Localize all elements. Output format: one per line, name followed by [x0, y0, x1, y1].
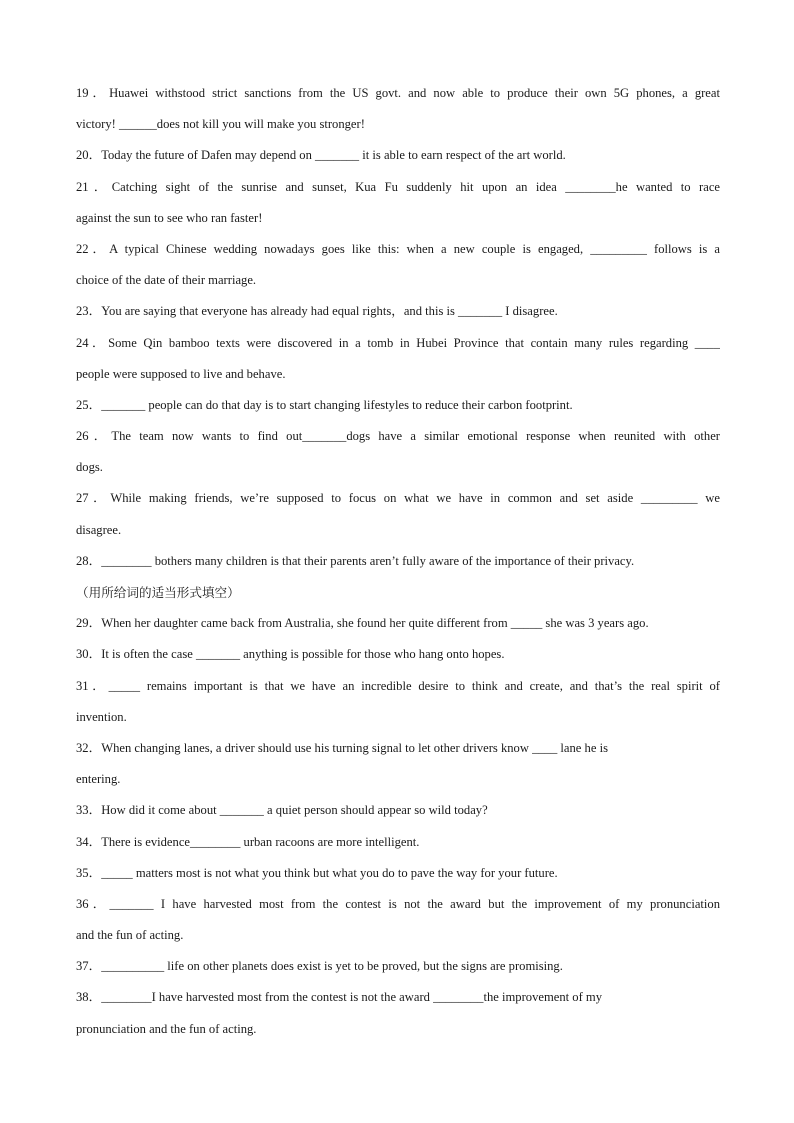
text-line: 19．Huawei withstood strict sanctions from the US govt. and now able to produce their own 5G phones, a great [76, 86, 720, 100]
text-line: 37．__________ life on other planets does exist is yet to be proved, but the signs are promising. [76, 959, 563, 974]
text-line: disagree. [76, 522, 122, 537]
text-line: 26．The team now wants to find out_______dogs have a similar emotional response when reunited with other [76, 429, 720, 444]
text-line: 31．_____ remains important is that we have an incredible desire to think and create, and that’s the real spirit of [76, 678, 720, 693]
text-line: against the sun to see who ran faster! [76, 210, 263, 225]
text-line: choice of the date of their marriage. [76, 273, 257, 288]
text-line: pronunciation and the fun of acting. [76, 1021, 257, 1036]
text-line: and the fun of acting. [76, 928, 184, 943]
text-line: 34．There is evidence________ urban racoons are more intelligent. [76, 834, 420, 849]
text-line: 28．________ bothers many children is that their parents aren’t fully aware of the importance of their privacy. [76, 553, 635, 568]
text-line: 22．A typical Chinese wedding nowadays goes like this: when a new couple is engaged, _________ follows is a [76, 241, 720, 256]
text-line: 20．Today the future of Dafen may depend on _______ it is able to earn respect of the art world. [76, 148, 566, 163]
text-line: dogs. [76, 460, 103, 475]
text-line: 27．While making friends, we’re supposed to focus on what we have in common and set aside _________ we [76, 491, 720, 506]
text-line: 30．It is often the case _______ anything is possible for those who hang onto hopes. [76, 647, 505, 662]
text-line: 38．________I have harvested most from the contest is not the award ________the improvement of my [76, 990, 603, 1005]
text-line: victory! ______does not kill you will make you stronger! [76, 117, 365, 132]
text-line: invention. [76, 709, 127, 724]
section-instruction: （用所给词的适当形式填空） [76, 585, 240, 600]
text-line: 36．_______ I have harvested most from the contest is not the award but the improvement of my pronunciation [76, 896, 720, 911]
text-line: 21．Catching sight of the sunrise and sunset, Kua Fu suddenly hit upon an idea ________he wanted to race [76, 179, 720, 194]
text-line: people were supposed to live and behave. [76, 366, 286, 381]
exercise-list [76, 78, 720, 1045]
text-line: 35．_____ matters most is not what you think but what you do to pave the way for your future. [76, 865, 558, 880]
text-line: 29．When her daughter came back from Australia, she found her quite different from _____ she was 3 years ago. [76, 616, 649, 631]
text-line: 32．When changing lanes, a driver should use his turning signal to let other drivers know ____ lane he is [76, 740, 608, 755]
text-line: 33．How did it come about _______ a quiet person should appear so wild today? [76, 803, 488, 818]
text-line: 23．You are saying that everyone has already had equal rights，and this is _______ I disagree. [76, 304, 558, 319]
text-line: entering. [76, 772, 121, 787]
text-line: 24．Some Qin bamboo texts were discovered in a tomb in Hubei Province that contain many rules regarding ____ [76, 335, 720, 350]
text-line: 25．_______ people can do that day is to start changing lifestyles to reduce their carbon footprint. [76, 397, 573, 412]
